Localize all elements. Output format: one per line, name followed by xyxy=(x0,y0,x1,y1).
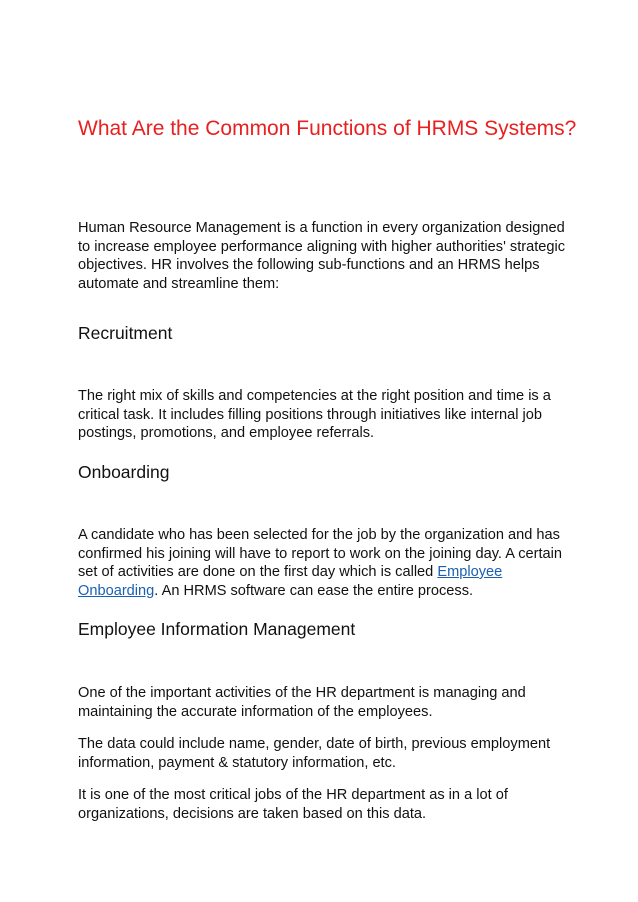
onboarding-paragraph xyxy=(78,526,578,600)
section-heading-recruitment: Recruitment xyxy=(78,323,173,343)
onboarding-text-before-link: A candidate who has been selected for the job by the organization and has confirmed his joining will have to report to work on the joining day. A certain set of activities are done on the first day which is called xyxy=(78,527,563,580)
employee-info-paragraph-3: It is one of the most critical jobs of the HR department as in a lot of organizations, decisions are taken based on this data. xyxy=(78,787,508,822)
page-title: What Are the Common Functions of HRMS Systems? xyxy=(78,117,577,140)
employee-onboarding-link[interactable]: Employee Onboarding xyxy=(78,564,503,599)
onboarding-text-after-link: . An HRMS software can ease the entire process. xyxy=(154,582,474,599)
employee-info-paragraph-1: One of the important activities of the HR department is managing and maintaining the accurate information of the employees. xyxy=(78,685,526,720)
section-heading-employee-information-management: Employee Information Management xyxy=(78,619,356,639)
section-heading-onboarding: Onboarding xyxy=(78,462,170,482)
recruitment-paragraph: The right mix of skills and competencies at the right position and time is a critical task. It includes filling positions through initiatives like internal job postings, promotions, and employee referrals. xyxy=(78,388,551,441)
intro-paragraph: Human Resource Management is a function in every organization designed to increase employee performance aligning with higher authorities' strategic objectives. HR involves the following sub-functions and an HRMS helps automate and streamline them: xyxy=(78,220,566,292)
employee-info-paragraph-2: The data could include name, gender, date of birth, previous employment information, payment & statutory information, etc. xyxy=(78,736,551,771)
